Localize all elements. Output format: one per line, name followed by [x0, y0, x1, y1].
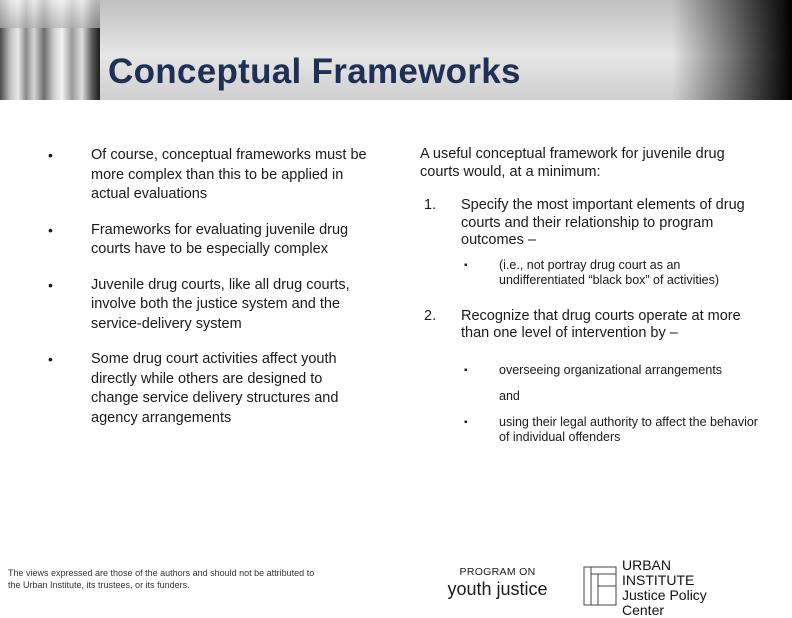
bullet-item — [48, 276, 368, 335]
bullet-icon: • — [48, 221, 53, 238]
bullet-item — [48, 146, 368, 205]
urban-institute-logo-icon — [583, 566, 617, 606]
sub-item-text: using their legal authority to affect the behavior of individual offenders — [499, 415, 758, 444]
sub-bullet-icon: ▪ — [464, 417, 468, 428]
sub-item — [464, 363, 760, 378]
sub-item — [464, 415, 760, 445]
logo-line: INSTITUTE — [622, 572, 695, 588]
program-logo — [440, 566, 555, 600]
left-bullet-list — [48, 146, 368, 444]
bullet-icon: • — [48, 147, 53, 163]
logo-line: Justice Policy — [622, 587, 707, 603]
bullet-text: Frameworks for evaluating juvenile drug courts have to be especially complex — [91, 221, 349, 257]
pillars-image — [0, 0, 100, 100]
program-label: PROGRAM ON — [459, 566, 536, 578]
bullet-item — [48, 350, 368, 428]
item-text: Recognize that drug courts operate at more than one level of intervention by – — [461, 307, 741, 341]
sub-item — [464, 258, 760, 288]
bullet-text: Juvenile drug courts, like all drug courts, involve both the justice system and the service-delivery system — [91, 276, 350, 332]
bullet-text: Some drug court activities affect youth directly while others are designed to change service delivery structures and agency arrangements — [91, 351, 339, 426]
item-number: 2. — [424, 307, 437, 324]
conjunction-text: and — [499, 388, 520, 403]
logo-line: URBAN — [622, 557, 672, 573]
numbered-item-2 — [420, 308, 760, 343]
bullet-icon: • — [48, 276, 53, 293]
sub-bullet-icon: ▪ — [464, 259, 468, 271]
program-name: youth justice — [447, 579, 548, 599]
bullet-text: Of course, conceptual frameworks must be more complex than this to be applied in actual evaluations — [91, 147, 367, 202]
logo-line: Center — [622, 602, 665, 618]
bullet-icon: • — [48, 351, 53, 367]
framework-intro: A useful conceptual framework for juvenile drug courts would, at a minimum: — [420, 146, 725, 180]
disclaimer-note: The views expressed are those of the authors and should not be attributed to the Urban Institute, its trustees, or its funders. — [8, 568, 315, 590]
sub-item-text: overseeing organizational arrangements — [499, 362, 723, 377]
bullet-item — [48, 221, 368, 260]
item-number: 1. — [424, 197, 437, 213]
sub-item-text: (i.e., not portray drug court as an undifferentiated “black box” of activities) — [499, 257, 720, 287]
sub-bullet-icon: ▪ — [464, 364, 468, 376]
numbered-item-1 — [420, 197, 760, 250]
item-text: Specify the most important elements of drug courts and their relationship to program outcomes – — [461, 197, 745, 248]
urban-institute-wordmark — [622, 558, 772, 618]
page-title: Conceptual Frameworks — [108, 52, 521, 91]
right-framework-list — [420, 146, 760, 455]
